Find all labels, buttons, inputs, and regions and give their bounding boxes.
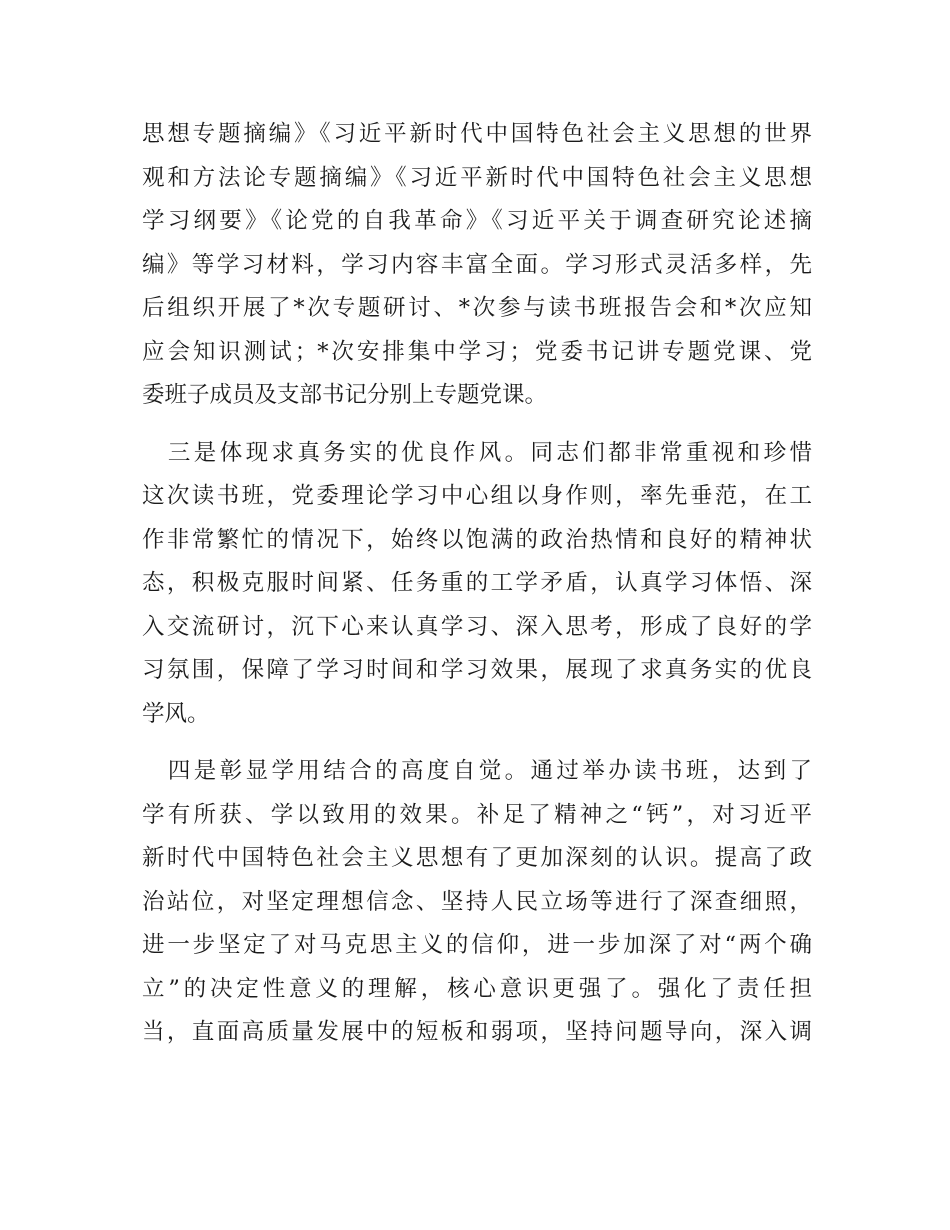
paragraph-point-three (142, 432, 812, 737)
document-body (142, 113, 812, 1055)
text-line: 治站位，对坚定理想信念、坚持人民立场等进行了深查细照， (142, 888, 812, 915)
paragraph-study-materials (142, 113, 812, 418)
paragraph-spacing (142, 736, 812, 750)
text-line: 观和方法论专题摘编》《习近平新时代中国特色社会主义思想 (142, 164, 812, 191)
text-line: 学风。 (142, 700, 210, 727)
text-line: 当，直面高质量发展中的短板和弱项，坚持问题导向，深入调 (142, 1019, 812, 1045)
text-line: 三是体现求真务实的优良作风。同志们都非常重视和珍惜 (142, 439, 812, 466)
text-line: 态，积极克服时间紧、任务重的工学矛盾，认真学习体悟、深 (142, 570, 812, 596)
text-line: 立”的决定性意义的理解，核心意识更强了。强化了责任担 (142, 975, 812, 1002)
text-line: 四是彰显学用结合的高度自觉。通过举办读书班，达到了 (142, 758, 812, 784)
text-line: 这次读书班，党委理论学习中心组以身作则，率先垂范，在工 (142, 483, 812, 509)
text-line: 新时代中国特色社会主义思想有了更加深刻的认识。提高了政 (142, 845, 812, 871)
text-line: 后组织开展了*次专题研讨、*次参与读书班报告会和*次应知 (142, 295, 812, 321)
text-line: 入交流研讨，沉下心来认真学习、深入思考，形成了良好的学 (142, 613, 812, 640)
text-line: 委班子成员及支部书记分别上专题党课。 (142, 382, 548, 408)
text-line: 进一步坚定了对马克思主义的信仰，进一步加深了对“两个确 (142, 932, 812, 958)
paragraph-spacing (142, 418, 812, 432)
text-line: 应会知识测试；*次安排集中学习；党委书记讲专题党课、党 (142, 338, 812, 365)
text-line: 作非常繁忙的情况下，始终以饱满的政治热情和良好的精神状 (142, 526, 812, 553)
text-line: 思想专题摘编》《习近平新时代中国特色社会主义思想的世界 (142, 121, 812, 147)
text-line: 编》等学习材料，学习内容丰富全面。学习形式灵活多样，先 (142, 251, 812, 278)
text-line: 习氛围，保障了学习时间和学习效果，展现了求真务实的优良 (142, 657, 812, 683)
text-line: 学有所获、学以致用的效果。补足了精神之“钙”，对习近平 (142, 801, 812, 828)
text-line: 学习纲要》《论党的自我革命》《习近平关于调查研究论述摘 (142, 208, 812, 234)
paragraph-point-four (142, 750, 812, 1055)
